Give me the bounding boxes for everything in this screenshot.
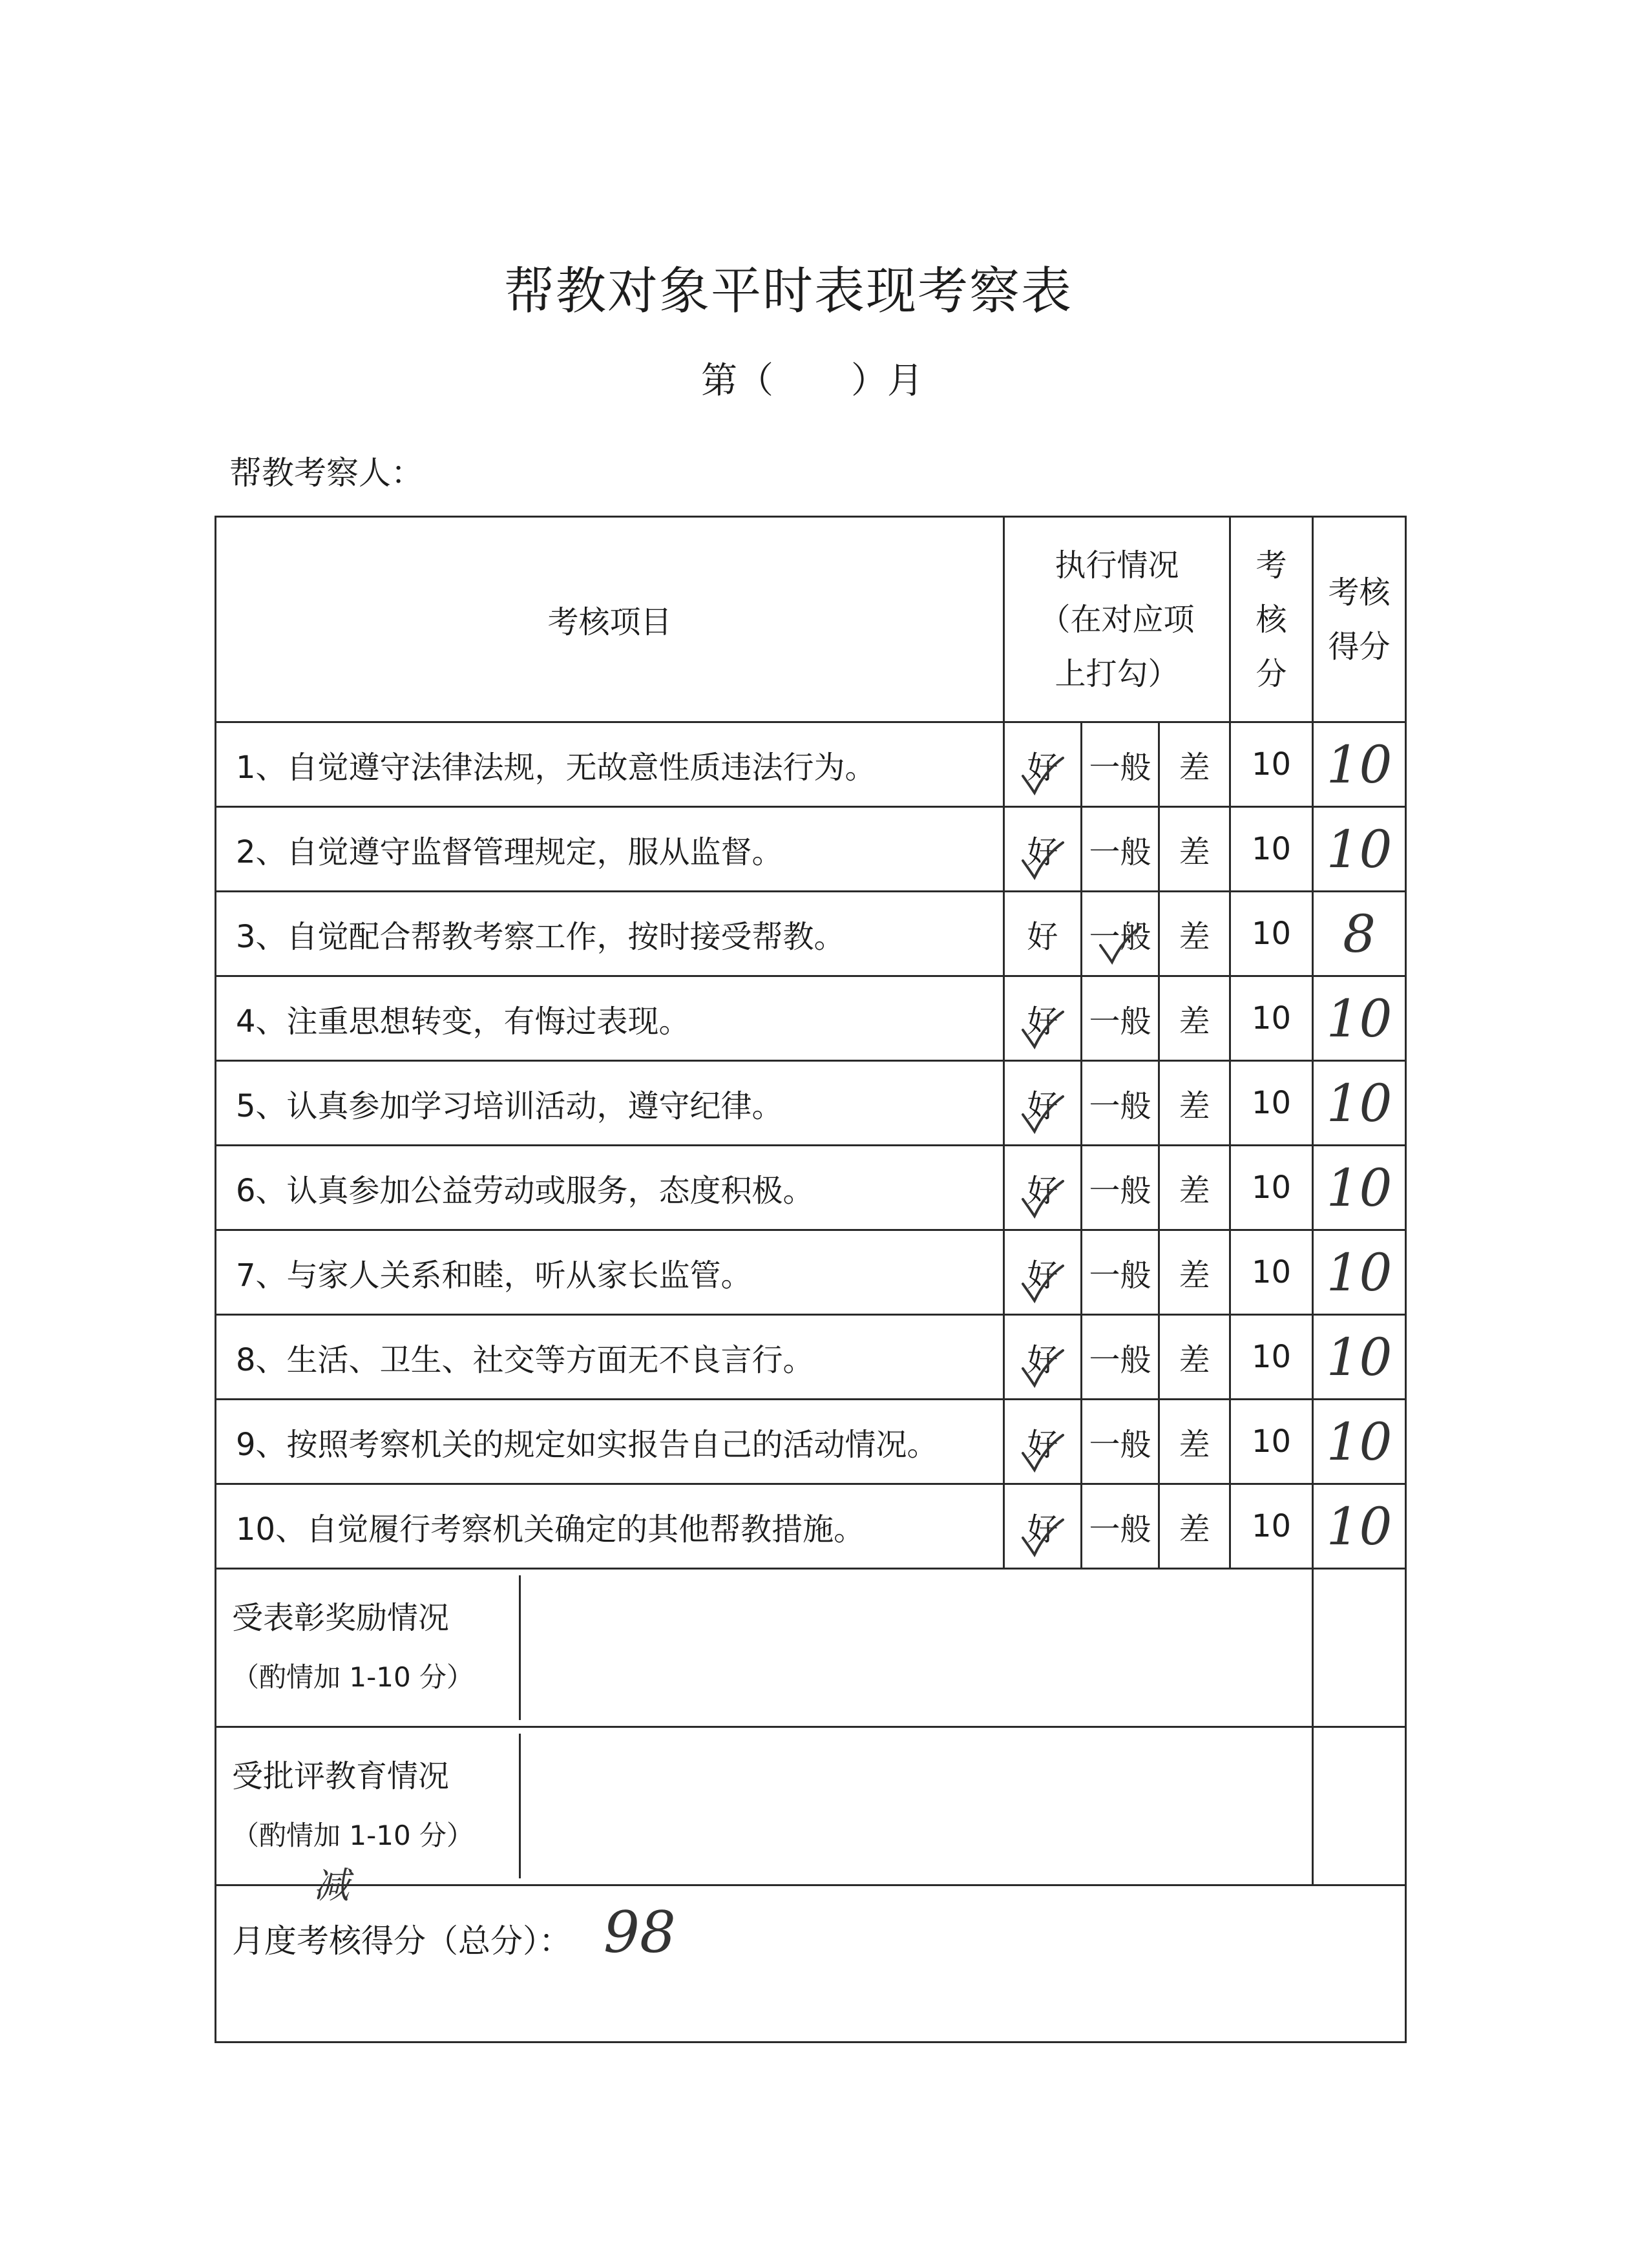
option-poor[interactable] bbox=[1159, 1061, 1230, 1146]
item-result-score[interactable] bbox=[1313, 1315, 1406, 1400]
reward-result[interactable] bbox=[1313, 1569, 1406, 1727]
option-good-label: 好 bbox=[1027, 1341, 1058, 1378]
total-score[interactable]: 98 bbox=[604, 1899, 676, 1966]
option-average[interactable] bbox=[1082, 892, 1159, 976]
table-row bbox=[216, 1230, 1406, 1315]
option-poor-label: 差 bbox=[1179, 1172, 1210, 1209]
reward-inner bbox=[216, 1575, 1312, 1720]
option-good[interactable] bbox=[1004, 1061, 1082, 1146]
option-poor[interactable] bbox=[1159, 1146, 1230, 1230]
criticism-note: （酌情加 1-10 分） bbox=[232, 1820, 474, 1851]
table-row bbox=[216, 722, 1406, 807]
header-result-line2: 得分 bbox=[1328, 628, 1391, 665]
option-average[interactable] bbox=[1082, 807, 1159, 892]
option-poor[interactable] bbox=[1159, 1315, 1230, 1400]
item-text: 8、生活、卫生、社交等方面无不良言行。 bbox=[216, 1315, 1004, 1400]
option-average[interactable] bbox=[1082, 1484, 1159, 1569]
header-status-line1: 执行情况 bbox=[1055, 547, 1179, 583]
option-good[interactable] bbox=[1004, 722, 1082, 807]
item-max-score: 10 bbox=[1230, 976, 1313, 1061]
criticism-inner-row bbox=[216, 1734, 1312, 1878]
item-result-score[interactable] bbox=[1313, 1400, 1406, 1484]
item-max-score: 10 bbox=[1230, 807, 1313, 892]
handwritten-score: 10 bbox=[1326, 1242, 1392, 1303]
item-max-score: 10 bbox=[1230, 892, 1313, 976]
option-poor-label: 差 bbox=[1179, 1426, 1210, 1463]
option-good-label: 好 bbox=[1027, 749, 1058, 786]
criticism-content-area bbox=[216, 1727, 1313, 1907]
total-label: 月度考核得分（总分）： bbox=[232, 1922, 571, 1960]
criticism-label-cell bbox=[216, 1734, 520, 1907]
option-poor-label: 差 bbox=[1179, 1087, 1210, 1124]
item-result-score[interactable] bbox=[1313, 807, 1406, 892]
option-good-label: 好 bbox=[1027, 1087, 1058, 1124]
item-result-score[interactable] bbox=[1313, 1484, 1406, 1569]
header-status bbox=[1004, 517, 1230, 722]
option-average-label: 一般 bbox=[1089, 1426, 1151, 1463]
option-poor-label: 差 bbox=[1179, 1511, 1210, 1548]
option-good[interactable] bbox=[1004, 807, 1082, 892]
option-good[interactable] bbox=[1004, 892, 1082, 976]
option-poor[interactable] bbox=[1159, 892, 1230, 976]
option-poor-label: 差 bbox=[1179, 749, 1210, 786]
handwritten-score: 10 bbox=[1326, 1496, 1392, 1557]
item-max-score: 10 bbox=[1230, 1315, 1313, 1400]
header-score-line3: 分 bbox=[1255, 655, 1287, 692]
reward-label: 受表彰奖励情况 bbox=[232, 1600, 450, 1636]
option-poor-label: 差 bbox=[1179, 834, 1210, 870]
criticism-details[interactable] bbox=[520, 1734, 1312, 1878]
option-average[interactable] bbox=[1082, 1230, 1159, 1315]
item-max-score: 10 bbox=[1230, 1061, 1313, 1146]
option-poor[interactable] bbox=[1159, 1484, 1230, 1569]
item-text: 1、自觉遵守法律法规，无故意性质违法行为。 bbox=[216, 722, 1004, 807]
criticism-row bbox=[216, 1727, 1406, 1885]
option-good[interactable] bbox=[1004, 1230, 1082, 1315]
handwritten-score: 10 bbox=[1326, 1327, 1392, 1387]
item-text: 10、自觉履行考察机关确定的其他帮教措施。 bbox=[216, 1484, 1004, 1569]
handwritten-score: 10 bbox=[1326, 734, 1392, 795]
option-poor-label: 差 bbox=[1179, 1003, 1210, 1040]
item-result-score[interactable] bbox=[1313, 1061, 1406, 1146]
month-line bbox=[701, 352, 923, 404]
handwritten-correction: 减 bbox=[313, 1865, 350, 1907]
option-good-label: 好 bbox=[1027, 834, 1058, 870]
option-average[interactable] bbox=[1082, 1315, 1159, 1400]
item-result-score[interactable] bbox=[1313, 1146, 1406, 1230]
criticism-inner bbox=[216, 1734, 1312, 1907]
table-row bbox=[216, 1484, 1406, 1569]
handwritten-score: 10 bbox=[1326, 1411, 1392, 1472]
option-good-label: 好 bbox=[1027, 1172, 1058, 1209]
option-good[interactable] bbox=[1004, 1400, 1082, 1484]
option-average-label: 一般 bbox=[1089, 1087, 1151, 1124]
handwritten-score: 10 bbox=[1326, 988, 1392, 1049]
item-text: 4、注重思想转变，有悔过表现。 bbox=[216, 976, 1004, 1061]
reward-details[interactable] bbox=[520, 1575, 1312, 1720]
option-good[interactable] bbox=[1004, 976, 1082, 1061]
evaluation-table bbox=[215, 516, 1407, 2043]
option-average-label: 一般 bbox=[1089, 749, 1151, 786]
option-poor-label: 差 bbox=[1179, 1341, 1210, 1378]
option-average-label: 一般 bbox=[1089, 1172, 1151, 1209]
option-good-label: 好 bbox=[1027, 1511, 1058, 1548]
option-poor[interactable] bbox=[1159, 807, 1230, 892]
header-item: 考核项目 bbox=[216, 517, 1004, 722]
month-suffix: ）月 bbox=[851, 360, 923, 402]
criticism-result[interactable] bbox=[1313, 1727, 1406, 1885]
option-average-label: 一般 bbox=[1089, 1257, 1151, 1294]
table-row bbox=[216, 976, 1406, 1061]
option-average[interactable] bbox=[1082, 1400, 1159, 1484]
item-max-score: 10 bbox=[1230, 1400, 1313, 1484]
option-poor[interactable] bbox=[1159, 722, 1230, 807]
option-average[interactable] bbox=[1082, 722, 1159, 807]
page-title: 帮教对象平时表现考察表 bbox=[503, 262, 1073, 320]
table-row bbox=[216, 1400, 1406, 1484]
item-max-score: 10 bbox=[1230, 722, 1313, 807]
option-good-label: 好 bbox=[1027, 1426, 1058, 1463]
item-text: 2、自觉遵守监督管理规定，服从监督。 bbox=[216, 807, 1004, 892]
handwritten-score: 10 bbox=[1326, 819, 1392, 879]
item-result-score[interactable] bbox=[1313, 1230, 1406, 1315]
item-text: 7、与家人关系和睦，听从家长监管。 bbox=[216, 1230, 1004, 1315]
handwritten-score: 10 bbox=[1326, 1073, 1392, 1133]
reward-note: （酌情加 1-10 分） bbox=[232, 1661, 474, 1693]
item-text: 5、认真参加学习培训活动，遵守纪律。 bbox=[216, 1061, 1004, 1146]
item-text: 9、按照考察机关的规定如实报告自己的活动情况。 bbox=[216, 1400, 1004, 1484]
item-result-score[interactable] bbox=[1313, 722, 1406, 807]
header-result-line1: 考核 bbox=[1328, 574, 1391, 611]
option-good[interactable] bbox=[1004, 1315, 1082, 1400]
option-poor[interactable] bbox=[1159, 976, 1230, 1061]
header-status-line3: 上打勾） bbox=[1055, 655, 1179, 692]
header-result bbox=[1313, 517, 1406, 722]
item-result-score[interactable] bbox=[1313, 892, 1406, 976]
inspector-label: 帮教考察人： bbox=[229, 454, 423, 492]
criticism-label: 受批评教育情况 bbox=[232, 1758, 450, 1794]
option-average[interactable] bbox=[1082, 1061, 1159, 1146]
option-average[interactable] bbox=[1082, 1146, 1159, 1230]
handwritten-score: 10 bbox=[1326, 1157, 1392, 1218]
option-average-label: 一般 bbox=[1089, 1341, 1151, 1378]
header-score bbox=[1230, 517, 1313, 722]
total-cell bbox=[216, 1885, 1406, 2042]
item-text: 6、认真参加公益劳动或服务，态度积极。 bbox=[216, 1146, 1004, 1230]
option-good-label: 好 bbox=[1027, 1003, 1058, 1040]
option-good-label: 好 bbox=[1027, 918, 1058, 955]
option-poor[interactable] bbox=[1159, 1230, 1230, 1315]
option-poor-label: 差 bbox=[1179, 918, 1210, 955]
month-prefix: 第（ bbox=[701, 360, 773, 402]
table-row bbox=[216, 807, 1406, 892]
option-poor-label: 差 bbox=[1179, 1257, 1210, 1294]
option-poor[interactable] bbox=[1159, 1400, 1230, 1484]
item-max-score: 10 bbox=[1230, 1484, 1313, 1569]
item-max-score: 10 bbox=[1230, 1230, 1313, 1315]
table-row bbox=[216, 892, 1406, 976]
item-result-score[interactable] bbox=[1313, 976, 1406, 1061]
reward-label-cell bbox=[216, 1575, 520, 1720]
table-row bbox=[216, 1146, 1406, 1230]
option-good[interactable] bbox=[1004, 1146, 1082, 1230]
option-good-label: 好 bbox=[1027, 1257, 1058, 1294]
header-score-line2: 核 bbox=[1255, 601, 1287, 638]
option-good[interactable] bbox=[1004, 1484, 1082, 1569]
reward-row bbox=[216, 1569, 1406, 1727]
item-text: 3、自觉配合帮教考察工作，按时接受帮教。 bbox=[216, 892, 1004, 976]
reward-inner-row bbox=[216, 1575, 1312, 1720]
handwritten-score: 8 bbox=[1343, 903, 1376, 964]
table-row bbox=[216, 1061, 1406, 1146]
header-score-line1: 考 bbox=[1255, 547, 1287, 583]
total-row bbox=[216, 1885, 1406, 2042]
header-row bbox=[216, 517, 1406, 722]
table-row bbox=[216, 1315, 1406, 1400]
item-max-score: 10 bbox=[1230, 1146, 1313, 1230]
option-average[interactable] bbox=[1082, 976, 1159, 1061]
reward-content-area bbox=[216, 1569, 1313, 1727]
option-average-label: 一般 bbox=[1089, 1003, 1151, 1040]
header-status-line2: （在对应项 bbox=[1039, 601, 1195, 638]
option-average-label: 一般 bbox=[1089, 834, 1151, 870]
option-average-label: 一般 bbox=[1089, 918, 1151, 955]
option-average-label: 一般 bbox=[1089, 1511, 1151, 1548]
